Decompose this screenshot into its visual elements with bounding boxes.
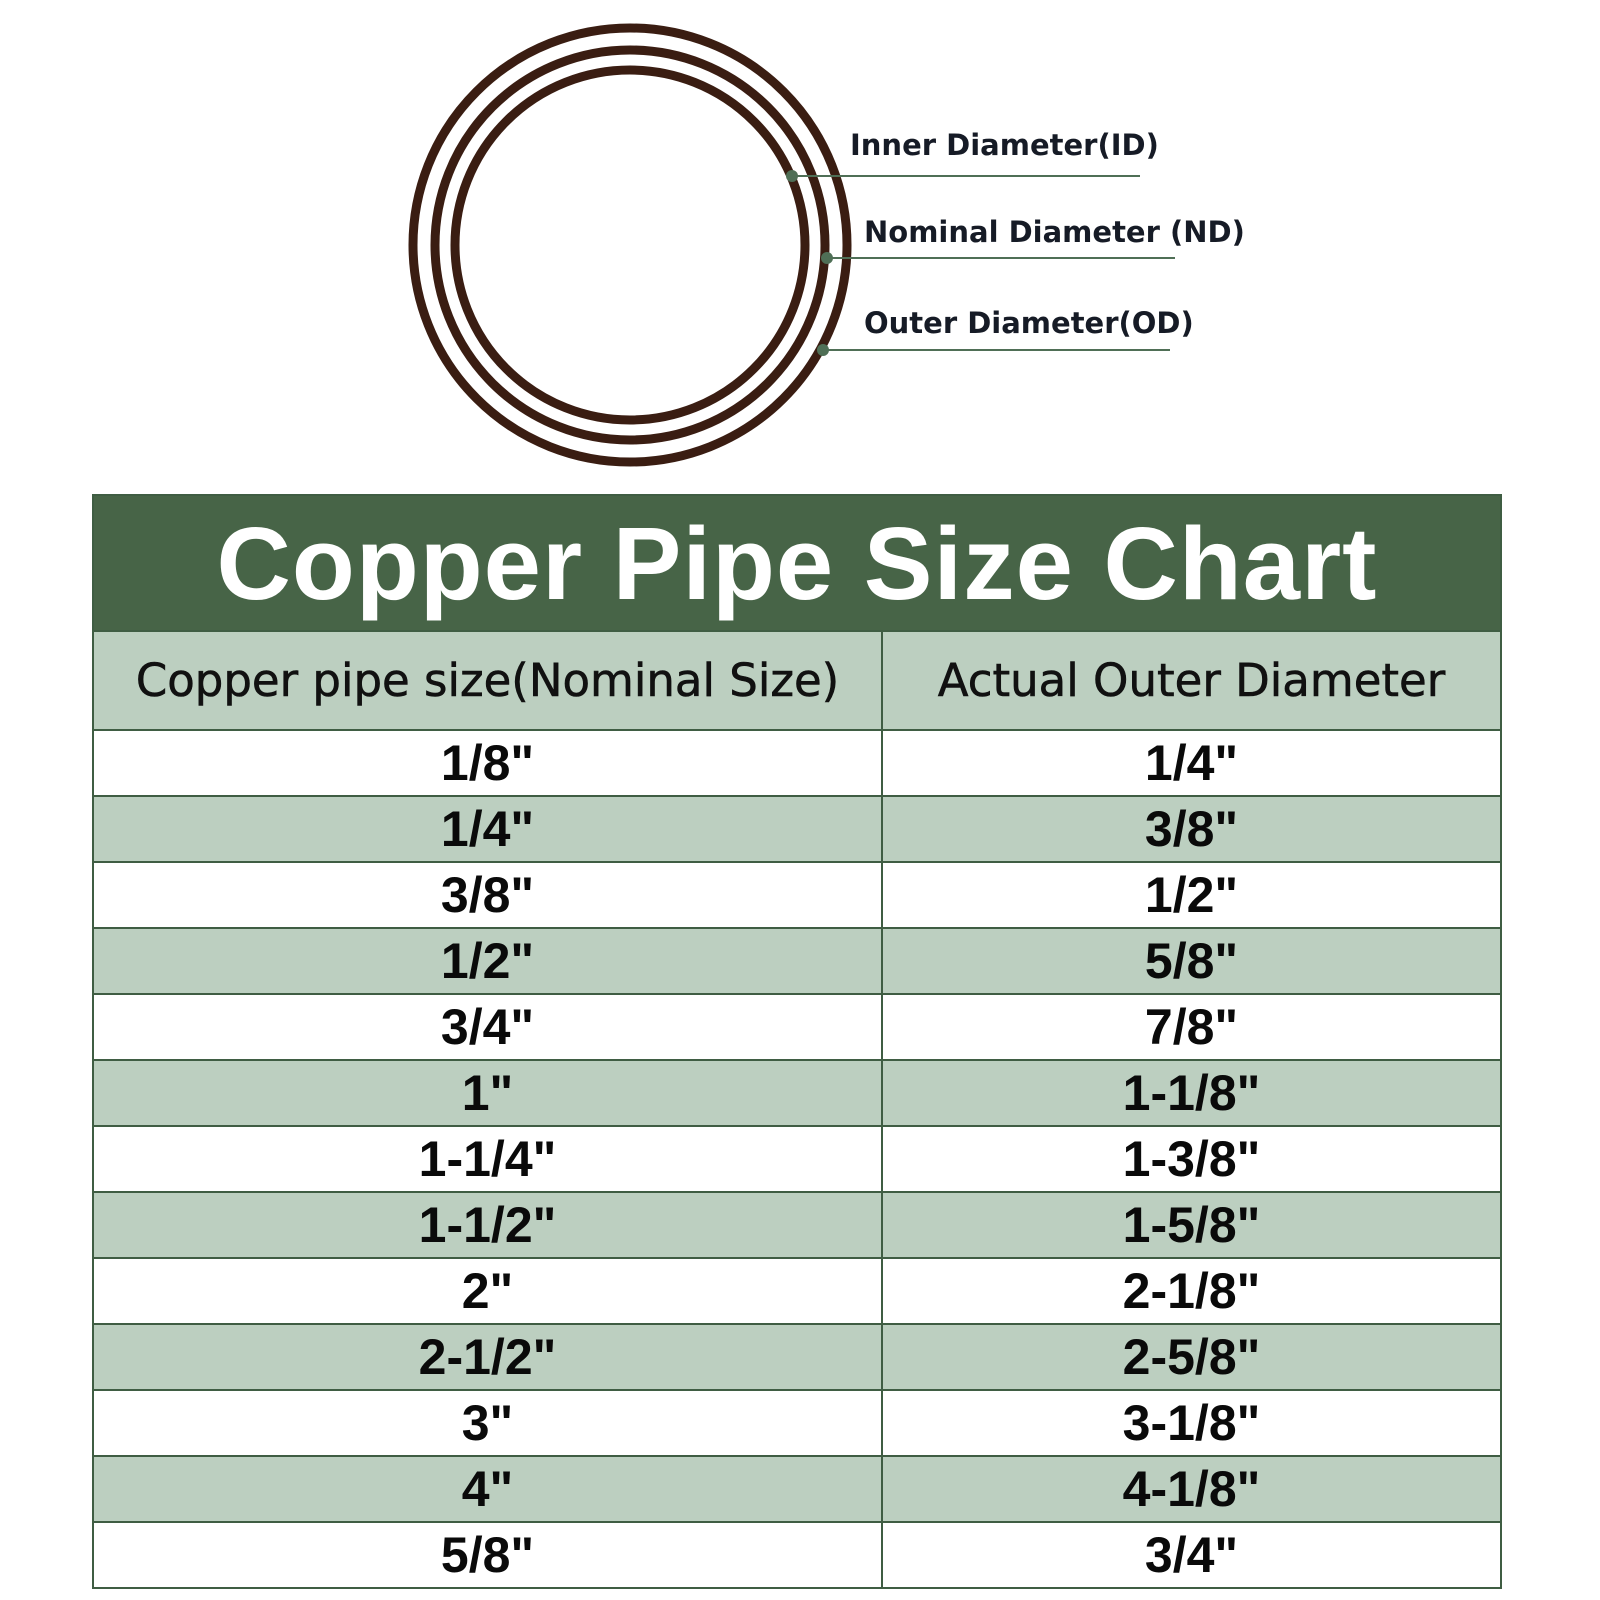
outer-diameter-cell: 1-3/8" — [882, 1126, 1500, 1192]
inner-diameter-dot — [786, 170, 798, 182]
nominal-size-cell: 5/8" — [440, 1527, 535, 1583]
table-row — [94, 1192, 1500, 1258]
nominal-diameter-dot — [821, 252, 833, 264]
table-header-row — [94, 632, 1500, 730]
nominal-size-cell: 4" — [94, 1456, 882, 1522]
table-row — [94, 862, 1500, 928]
header-outer-diameter: Actual Outer Diameter — [882, 632, 1500, 730]
table-row — [94, 1126, 1500, 1192]
nominal-size-cell: 1" — [94, 1060, 882, 1126]
middle-ring — [435, 50, 825, 440]
nominal-size-cell: 3/4" — [94, 994, 882, 1060]
outer-diameter-label: Outer Diameter(OD) — [864, 306, 1194, 340]
pipe-cross-section — [413, 28, 847, 462]
table-row — [94, 1060, 1500, 1126]
size-table — [94, 632, 1500, 1587]
outer-diameter-cell: 7/8" — [882, 994, 1500, 1060]
table-row — [94, 928, 1500, 994]
table-row — [94, 796, 1500, 862]
table-row — [94, 1390, 1500, 1456]
header-nominal-size: Copper pipe size(Nominal Size) — [94, 632, 882, 730]
outer-diameter-cell: 5/8" — [882, 928, 1500, 994]
table-row — [94, 1522, 1500, 1587]
nominal-size-cell: 1/2" — [94, 928, 882, 994]
table-row — [94, 730, 1500, 796]
outer-diameter-cell: 4-1/8" — [882, 1456, 1500, 1522]
chart-title: Copper Pipe Size Chart — [94, 496, 1500, 632]
inner-diameter-label: Inner Diameter(ID) — [850, 128, 1159, 162]
nominal-size-cell: 2-1/2" — [94, 1324, 882, 1390]
nominal-size-cell: 1/4" — [94, 796, 882, 862]
nominal-size-cell: 2" — [94, 1258, 882, 1324]
outer-diameter-cell: 2-5/8" — [882, 1324, 1500, 1390]
outer-diameter-cell: 1/4" — [882, 730, 1500, 796]
table-row — [94, 1456, 1500, 1522]
nominal-size-cell: 1/8" — [94, 730, 882, 796]
inner-ring — [455, 70, 805, 420]
nominal-size-cell: 1-1/2" — [94, 1192, 882, 1258]
outer-diameter-cell: 1-5/8" — [882, 1192, 1500, 1258]
copper-pipe-size-chart — [92, 494, 1502, 1589]
pipe-diameter-diagram — [0, 0, 1600, 480]
nominal-size-cell: 3" — [94, 1390, 882, 1456]
nominal-size-cell: 1-1/4" — [94, 1126, 882, 1192]
nominal-diameter-label: Nominal Diameter (ND) — [864, 215, 1245, 249]
leader-nominal — [821, 252, 1175, 264]
table-row — [94, 994, 1500, 1060]
outer-diameter-cell: 3/8" — [882, 796, 1500, 862]
table-row — [94, 1324, 1500, 1390]
outer-diameter-cell: 1/2" — [882, 862, 1500, 928]
leader-outer — [817, 344, 1170, 356]
outer-diameter-cell: 3/4" — [882, 1522, 1500, 1587]
nominal-size-cell: 3/8" — [94, 862, 882, 928]
outer-diameter-dot — [817, 344, 829, 356]
outer-ring — [413, 28, 847, 462]
outer-diameter-cell: 1-1/8" — [882, 1060, 1500, 1126]
table-row — [94, 1258, 1500, 1324]
outer-diameter-cell: 2-1/8" — [882, 1258, 1500, 1324]
outer-diameter-cell: 3-1/8" — [882, 1390, 1500, 1456]
